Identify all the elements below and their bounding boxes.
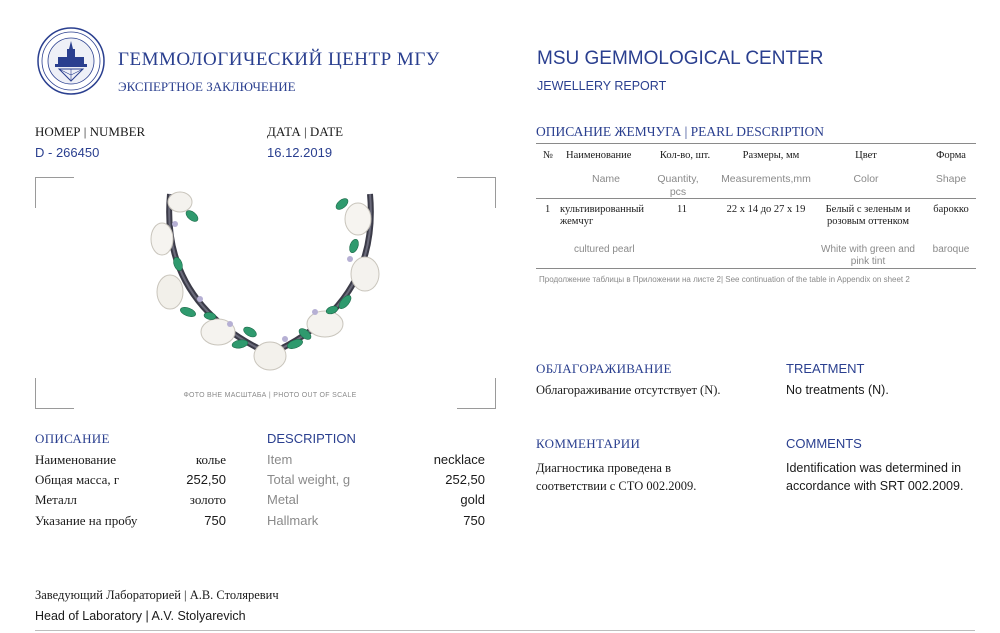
report-subtitle-en: JEWELLERY REPORT (537, 79, 667, 93)
desc-en-label: Hallmark (267, 513, 319, 528)
description-heading-ru: ОПИСАНИЕ (35, 431, 110, 446)
treatment-text-ru: Облагораживание отсутствует (N). (536, 383, 721, 397)
desc-ru-value: 750 (204, 513, 226, 528)
col-name-en: Name (591, 173, 620, 185)
treatment-heading-ru: ОБЛАГОРАЖИВАНИЕ (536, 361, 672, 376)
row-color-ru: Белый с зеленым и розовым оттенком (825, 204, 911, 227)
necklace-photo (140, 184, 400, 379)
pearl-table-note: Продолжение таблицы в Приложении на листе 2| See continuation of the table in Appendix on sheet 2 (539, 275, 910, 284)
lab-title-en: MSU GEMMOLOGICAL CENTER (537, 48, 824, 69)
col-num: № (543, 150, 554, 161)
desc-en-value: necklace (433, 452, 485, 467)
desc-en-value: 252,50 (445, 472, 485, 487)
col-color-ru: Цвет (855, 150, 877, 161)
row-qty: 11 (676, 204, 688, 215)
row-shape-ru: барокко (933, 204, 969, 215)
msu-emblem-icon (37, 27, 105, 95)
row-num: 1 (545, 204, 551, 215)
pearl-table-header-rule (536, 198, 976, 199)
col-size-ru: Размеры, мм (742, 150, 800, 161)
col-name-ru: Наименование (566, 150, 632, 161)
desc-ru-value: золото (189, 492, 226, 507)
description-heading-en: DESCRIPTION (267, 431, 356, 446)
comments-text-ru: Диагностика проведена в соответствии с СТО 002.2009. (536, 461, 697, 493)
desc-ru-label: Металл (35, 492, 77, 507)
frame-corner-top-right (457, 177, 496, 208)
row-shape-en: baroque (932, 244, 970, 255)
desc-en-value: 750 (463, 513, 485, 528)
comments-text-en: Identification was determined in accordance with SRT 002.2009. (786, 461, 964, 493)
desc-ru-value: колье (195, 452, 226, 467)
desc-en-label: Total weight, g (267, 472, 351, 487)
report-subtitle-ru: ЭКСПЕРТНОЕ ЗАКЛЮЧЕНИЕ (118, 79, 296, 94)
treatment-heading-en: TREATMENT (786, 361, 865, 376)
frame-corner-top-left (35, 177, 74, 208)
row-name-en: cultured pearl (574, 244, 635, 255)
signature-line-en: Head of Laboratory | A.V. Stolyarevich (35, 609, 246, 623)
col-qty-en: Quantity, pcs (657, 173, 699, 198)
row-name-ru: культивированный жемчуг (560, 204, 645, 227)
pearl-table-bottom-rule (536, 268, 976, 269)
desc-en-label: Metal (267, 492, 299, 507)
photo-caption: ФОТО ВНЕ МАСШТАБА | PHOTO OUT OF SCALE (183, 392, 357, 399)
desc-en-label: Item (267, 452, 293, 467)
col-qty-ru: Кол-во, шт. (659, 150, 711, 161)
signature-line-ru: Заведующий Лабораторией | А.В. Столяревич (35, 588, 279, 602)
date-label: ДАТА | DATE (267, 124, 344, 139)
desc-ru-label: Общая масса, г (35, 472, 120, 487)
number-label: НОМЕР | NUMBER (35, 124, 146, 139)
col-color-en: Color (853, 173, 879, 185)
row-color-en: White with green and pink tint (821, 244, 915, 267)
pearl-description-heading: ОПИСАНИЕ ЖЕМЧУГА | PEARL DESCRIPTION (536, 124, 825, 139)
col-shape-en: Shape (935, 173, 967, 185)
comments-heading-ru: КОММЕНТАРИИ (536, 436, 641, 451)
lab-title-ru: ГЕММОЛОГИЧЕСКИЙ ЦЕНТР МГУ (118, 49, 440, 70)
col-size-en: Measurements,mm (721, 173, 811, 185)
desc-ru-label: Наименование (35, 452, 116, 467)
date-value: 16.12.2019 (267, 145, 333, 160)
desc-en-value: gold (460, 492, 485, 507)
number-value: D - 266450 (35, 145, 100, 160)
frame-corner-bottom-left (35, 378, 74, 409)
footer-rule (35, 630, 975, 631)
treatment-text-en: No treatments (N). (786, 383, 889, 397)
desc-ru-value: 252,50 (186, 472, 226, 487)
frame-corner-bottom-right (457, 378, 496, 409)
comments-heading-en: COMMENTS (786, 436, 862, 451)
pearl-table-top-rule (536, 143, 976, 144)
desc-ru-label: Указание на пробу (35, 513, 138, 528)
row-size: 22 x 14 до 27 x 19 (726, 204, 806, 215)
col-shape-ru: Форма (936, 150, 966, 161)
